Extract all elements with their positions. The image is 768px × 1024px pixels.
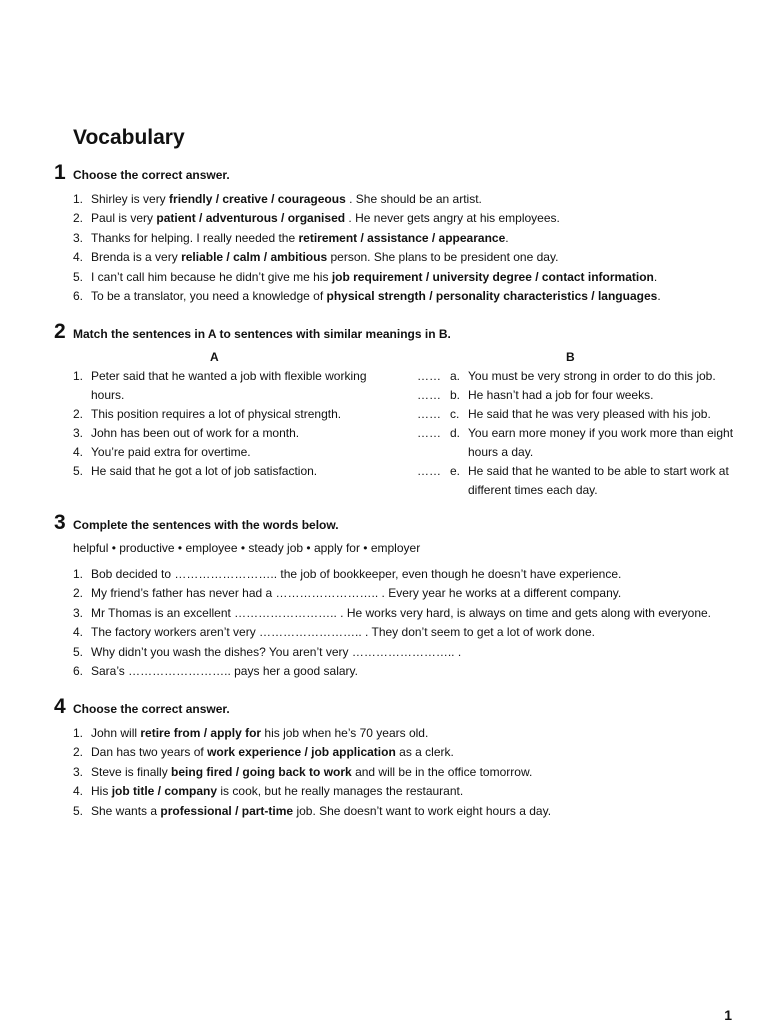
- list-item: 2. This position requires a lot of physical strength.: [73, 407, 342, 421]
- answer-blank[interactable]: ……: [417, 426, 441, 440]
- list-item: 3. Steve is finally being fired / going back to work and will be in the office tomorrow.: [73, 764, 533, 779]
- list-item: 4. His job title / company is cook, but he really manages the restaurant.: [73, 784, 464, 799]
- answer-blank[interactable]: ……: [417, 407, 441, 421]
- list-item: …… e. He said that he wanted to be able to start work at different times each day.: [417, 462, 757, 500]
- list-item: 1. John will retire from / apply for his job when he’s 70 years old.: [73, 726, 429, 740]
- list-item: …… c. He said that he was very pleased with his job.: [417, 405, 757, 424]
- list-item: 3. Thanks for helping. I really needed the retirement / assistance / appearance.: [73, 230, 509, 245]
- section-4-number: 4: [54, 695, 66, 718]
- list-item: 5. I can’t call him because he didn’t give me his job requirement / university degree / contact information.: [73, 269, 658, 284]
- section-2-heading: Match the sentences in A to sentences with similar meanings in B.: [73, 327, 451, 341]
- list-item: 4. You’re paid extra for overtime.: [73, 445, 251, 459]
- list-item: 4. Brenda is a very reliable / calm / ambitious person. She plans to be president one day.: [73, 250, 559, 265]
- answer-blank[interactable]: ……: [417, 369, 441, 383]
- section-4-heading: Choose the correct answer.: [73, 702, 230, 716]
- column-a-list: [73, 367, 393, 481]
- section-3-list: [73, 565, 711, 681]
- page-title: Vocabulary: [73, 126, 185, 149]
- answer-blank[interactable]: ……: [417, 464, 441, 478]
- column-b-label: B: [566, 350, 575, 364]
- list-item: …… d. You earn more money if you work more than eight hours a day.: [417, 424, 757, 462]
- section-1-heading: Choose the correct answer.: [73, 168, 230, 182]
- list-item: 5. Why didn’t you wash the dishes? You aren’t very …………………….. .: [73, 644, 462, 659]
- page-number: 1: [724, 1007, 732, 1023]
- section-1-list: [73, 190, 661, 306]
- list-item: …… a. You must be very strong in order to do this job.: [417, 367, 757, 386]
- list-item: 2. Paul is very patient / adventurous / organised . He never gets angry at his employees.: [73, 211, 560, 226]
- column-b-list: [417, 367, 757, 500]
- list-item: 2. Dan has two years of work experience / job application as a clerk.: [73, 745, 454, 760]
- section-1-number: 1: [54, 161, 66, 184]
- list-item: 6. To be a translator, you need a knowledge of physical strength / personality characteristics / languages.: [73, 288, 661, 303]
- column-a-label: A: [210, 350, 219, 364]
- list-item: 4. The factory workers aren’t very …………………….. . They don’t seem to get a lot of work done.: [73, 625, 595, 640]
- list-item: 1. Peter said that he wanted a job with flexible working hours.: [73, 369, 367, 402]
- section-4-list: [73, 724, 551, 821]
- list-item: 5. She wants a professional / part-time job. She doesn’t want to work eight hours a day.: [73, 803, 552, 818]
- list-item: 1. Bob decided to …………………….. the job of bookkeeper, even though he doesn’t have experience.: [73, 567, 622, 581]
- section-2-number: 2: [54, 320, 66, 343]
- section-3-heading: Complete the sentences with the words below.: [73, 518, 339, 532]
- answer-blank[interactable]: ……: [417, 388, 441, 402]
- word-bank: helpful • productive • employee • steady job • apply for • employer: [73, 541, 421, 555]
- list-item: …… b. He hasn’t had a job for four weeks.: [417, 386, 757, 405]
- list-item: 3. Mr Thomas is an excellent …………………….. . He works very hard, is always on time and gets along with everyone.: [73, 605, 712, 620]
- list-item: 6. Sara’s …………………….. pays her a good salary.: [73, 663, 358, 678]
- list-item: 3. John has been out of work for a month.: [73, 426, 300, 440]
- list-item: 1. Shirley is very friendly / creative / courageous . She should be an artist.: [73, 192, 482, 206]
- list-item: 5. He said that he got a lot of job satisfaction.: [73, 464, 318, 478]
- list-item: 2. My friend’s father has never had a …………………….. . Every year he works at a different company.: [73, 586, 622, 601]
- section-3-number: 3: [54, 511, 66, 534]
